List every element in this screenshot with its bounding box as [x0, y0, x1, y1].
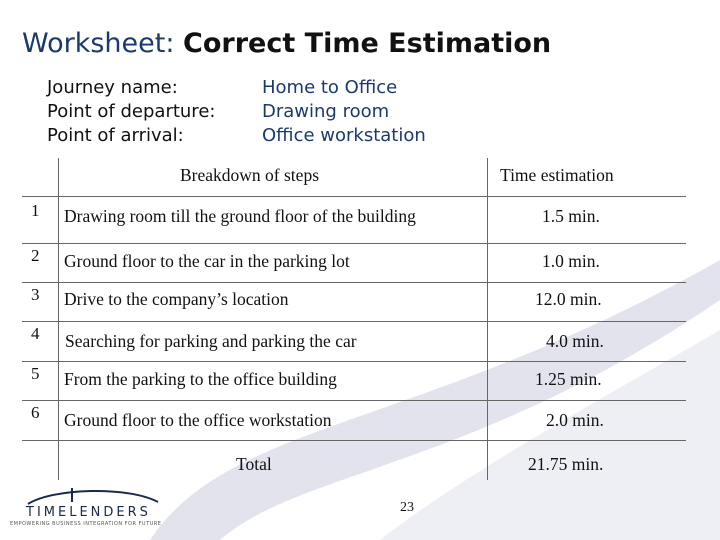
row-1-time: 1.5 min. — [542, 206, 600, 226]
row-4-number: 4 — [31, 324, 40, 343]
journey-meta-labels — [47, 76, 215, 148]
row-5-time: 1.25 min. — [535, 369, 602, 389]
row-1-number: 1 — [31, 201, 40, 220]
total-time: 21.75 min. — [528, 454, 604, 474]
logo-name: TIMELENDERS — [26, 505, 151, 520]
row-2-step: Ground floor to the car in the parking lot — [64, 251, 350, 271]
row-1-step: Drawing room till the ground floor of the building — [64, 206, 416, 226]
row-4-time: 4.0 min. — [546, 331, 604, 351]
row-3-step: Drive to the company’s location — [64, 289, 289, 309]
page-number: 23 — [400, 500, 414, 515]
header-steps: Breakdown of steps — [180, 165, 320, 185]
arrival-label: Point of arrival: — [47, 125, 184, 146]
departure-label: Point of departure: — [47, 101, 216, 122]
row-2-time: 1.0 min. — [542, 251, 600, 271]
row-4-step: Searching for parking and parking the car — [65, 331, 357, 351]
grid-hline-5 — [22, 361, 686, 362]
row-5-step: From the parking to the office building — [64, 369, 337, 389]
page-title — [22, 28, 551, 59]
grid-hline-6 — [22, 400, 686, 401]
title-regular: Worksheet: — [22, 28, 184, 59]
grid-hline-3 — [22, 282, 686, 283]
journey-name-value: Home to Office — [262, 77, 398, 98]
grid-hline-2 — [22, 243, 686, 244]
row-3-time: 12.0 min. — [535, 289, 602, 309]
grid-hline-7 — [22, 440, 686, 441]
row-6-time: 2.0 min. — [546, 410, 604, 430]
row-2-number: 2 — [31, 246, 40, 265]
header-time: Time estimation — [500, 165, 614, 185]
row-6-number: 6 — [31, 403, 40, 422]
logo-tagline: EMPOWERING BUSINESS INTEGRATION FOR FUTURE — [10, 521, 162, 527]
row-5-number: 5 — [31, 364, 40, 383]
grid-vline-left — [58, 158, 59, 480]
arrival-value: Office workstation — [262, 125, 426, 146]
total-label: Total — [236, 454, 272, 474]
departure-value: Drawing room — [262, 101, 390, 122]
journey-name-label: Journey name: — [47, 77, 178, 98]
grid-vline-right — [487, 158, 488, 480]
journey-meta-values — [262, 76, 426, 148]
title-bold: Correct Time Estimation — [183, 28, 552, 59]
grid-hline-4 — [22, 321, 686, 322]
row-3-number: 3 — [31, 285, 40, 304]
row-6-step: Ground floor to the office workstation — [64, 410, 332, 430]
grid-hline-1 — [22, 196, 686, 197]
